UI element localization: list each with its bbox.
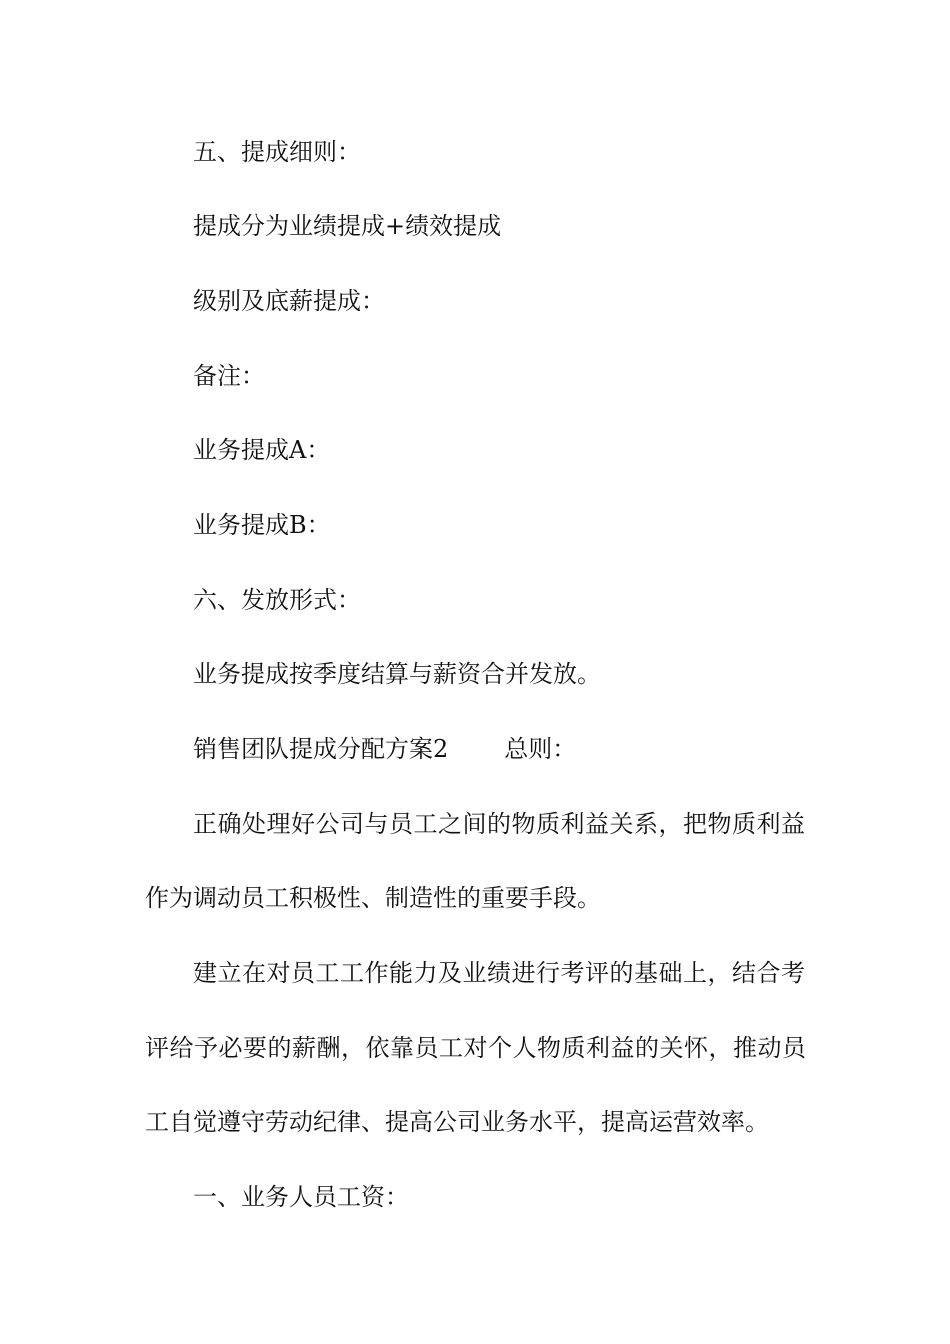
paragraph-line: 级别及底薪提成： <box>193 287 385 315</box>
paragraph-line: 业务提成按季度结算与薪资合并发放。 <box>193 660 601 688</box>
scheme-title-line <box>193 734 810 764</box>
scheme-general-heading: 总则： <box>504 735 577 763</box>
paragraph-line: 建立在对员工工作能力及业绩进行考评的基础上，结合考 <box>193 959 806 987</box>
paragraph-line: 备注： <box>193 362 265 390</box>
section-heading-commission-details: 五、提成细则： <box>193 138 361 166</box>
scheme-title: 销售团队提成分配方案2 <box>193 735 449 763</box>
paragraph-line: 工自觉遵守劳动纪律、提高公司业务水平，提高运营效率。 <box>145 1108 769 1136</box>
paragraph-line: 评给予必要的薪酬，依靠员工对个人物质利益的关怀，推动员 <box>145 1034 807 1062</box>
section-heading-payment-form: 六、发放形式： <box>193 586 361 614</box>
paragraph-line: 业务提成B： <box>193 511 331 539</box>
paragraph-line: 正确处理好公司与员工之间的物质利益关系，把物质利益 <box>193 810 806 838</box>
paragraph-line: 业务提成A： <box>193 436 331 464</box>
section-heading-sales-staff-salary: 一、业务人员工资： <box>193 1183 409 1211</box>
paragraph-line: 提成分为业绩提成+绩效提成 <box>193 212 502 240</box>
paragraph-line: 作为调动员工积极性、制造性的重要手段。 <box>145 884 601 912</box>
